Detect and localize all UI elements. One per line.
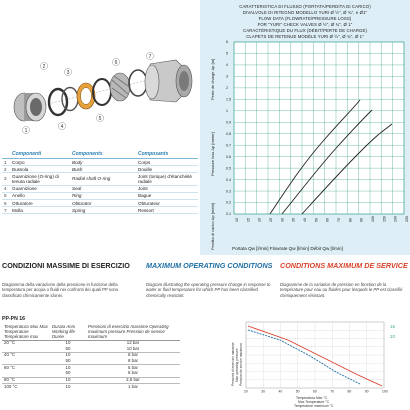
flow-x-label: Portata Qw [l/min] Flowrate Qw [l/min] Débit Qw [l/min] [232, 246, 343, 251]
pt-y-label: Pressioni di esercizio massime [231, 342, 235, 386]
flow-x-tick: 50 [314, 218, 319, 222]
flow-y-tick: 2 [226, 86, 228, 91]
pt-x-tick: 90 [364, 389, 369, 394]
part-body [14, 93, 46, 121]
flow-x-tick: 100 [371, 216, 375, 222]
pt-right-label: 10 [390, 334, 395, 339]
table-row: 4 Guarnizione Seal Joint [2, 185, 198, 192]
flow-y-tick: 0.1 [226, 212, 231, 217]
table-row: 50 10 bar [65, 345, 140, 351]
section-title-fr: CONDITIONS MAXIMUM DE SERVICE [280, 261, 408, 270]
pt-x-tick: 50 [295, 389, 300, 394]
table-row: 5 Anello Ring Bague [2, 192, 198, 199]
pt-y-label: Max operating pressure [235, 348, 239, 382]
flow-title-line: FLOW DATA (FLOWRATE/PRESSURE LOSS) [258, 16, 352, 21]
table-row: 50 8 bar [65, 358, 138, 364]
section-text-it: Diagramma della variazione della pressione in funzione della temperatura per acqua o fluidi nei confronti dei quali PP sono classificati chimicamente idonei. [2, 282, 119, 298]
pp-pn-label: PP-PN 16 [2, 316, 26, 322]
flow-y-tick: 0.7 [226, 143, 231, 148]
flow-y-tick: 0.5 [226, 166, 231, 171]
table-row: 20 °C 10 12 bar [2, 340, 180, 346]
flow-title-line: CARACTÉRISTIQUE DU FLUX (DÉBIT/PERTE DE CHARGE) [243, 28, 367, 33]
flow-y-tick: 0.3 [226, 189, 231, 194]
header-working-life: Durata Anni Working life Durée [50, 323, 86, 340]
section-title-it: CONDIZIONI MASSIME DI ESERCIZIO [2, 261, 130, 270]
flow-y-tick: 3 [226, 74, 228, 79]
part-body-right [145, 60, 192, 102]
svg-text:5: 5 [98, 115, 102, 122]
part-spring [129, 70, 147, 96]
flow-x-tick: 250 [405, 216, 409, 222]
flow-x-tick: 20 [257, 218, 262, 222]
table-row: 1 Corpo Body Corps [2, 159, 198, 166]
table-row: 2 Bussola Bush Douille [2, 166, 198, 173]
pt-x-tick: 30 [261, 389, 266, 394]
components-table [2, 150, 198, 214]
table-row: 7 Molla Spring Ressort [2, 207, 198, 214]
part-ring [93, 79, 111, 105]
flow-x-tick: 15 [246, 218, 251, 222]
flow-y-tick: 1.5 [226, 97, 231, 102]
table-row: 50 5 bar [65, 370, 138, 376]
pt-x-tick: 70 [330, 389, 335, 394]
flow-y-tick: 0.2 [226, 200, 231, 205]
pt-x-tick: 40 [278, 389, 283, 394]
flow-title-line: DIVALVOLE DI RITEGNO MODELLO YURI Ø ½", Ø ¾", e Ø1" [242, 10, 368, 15]
flow-x-tick: 80 [348, 218, 353, 222]
table-row: 6 Otturatore Obturator Obturateur [2, 199, 198, 206]
part-bush [77, 83, 95, 109]
part-seal-ring [49, 89, 67, 115]
pt-x-tick: 20 [244, 389, 248, 394]
flow-y-tick: 5 [226, 51, 228, 56]
pt-y-label: Pression de service maximum [239, 343, 243, 386]
flow-x-tick: 30 [280, 218, 285, 222]
svg-text:3: 3 [66, 69, 70, 76]
flow-data-chart [200, 0, 410, 255]
flow-y-tick: 4 [226, 63, 228, 68]
flow-title-line: FOR "YURI" CHECK VALVES Ø ½", Ø ¾", Ø 1" [257, 22, 353, 27]
pt-x-label: Temperatura Max °C [296, 396, 328, 400]
flow-y-label: Perdita di carico Δp [metri] [210, 203, 215, 250]
pt-x-tick: 100 [382, 389, 388, 394]
flow-x-tick: 35 [291, 218, 296, 222]
pt-right-label: 16 [390, 324, 395, 329]
pt-x-tick: 80 [347, 389, 352, 394]
table-row: 3 Guarnizione (O-ring) di tenuta radiale Radial shaft O-ring Joint (torique) d'étanchéité radiale [2, 173, 198, 185]
header-components: Components [70, 150, 136, 159]
flow-title-line: CARATTERISTICA DI FLUSSO (PORTATA/PERDITA DI CARICO) [239, 4, 371, 9]
header-componenti: Componenti [10, 150, 70, 159]
flow-x-tick: 150 [382, 216, 387, 222]
flow-y-tick: 6 [226, 40, 228, 45]
flow-y-tick: 0.9 [226, 120, 231, 125]
exploded-view-illustration [0, 0, 200, 148]
pressure-temperature-chart [218, 318, 410, 410]
table-row: 100 °C 10 1 bar [2, 384, 180, 390]
flow-y-label: Pressure loss Δp [meter] [210, 132, 215, 176]
flow-title-line: CLAPETS DE RETENUE MODÈLE YURI Ø ½", Ø ¾", Ø 1" [246, 34, 364, 39]
temperature-pressure-table [2, 323, 180, 390]
svg-text:7: 7 [148, 53, 152, 60]
flow-x-tick: 200 [393, 216, 398, 222]
svg-text:2: 2 [42, 63, 46, 70]
svg-text:4: 4 [60, 123, 64, 130]
table-row: 40 °C 10 8 bar [2, 352, 180, 358]
svg-text:1: 1 [24, 127, 28, 134]
flow-y-tick: 0.6 [226, 154, 231, 159]
section-title-en: MAXIMUM OPERATING CONDITIONS [146, 261, 273, 270]
flow-y-tick: 0.8 [226, 131, 231, 136]
pt-x-label: Max Temperature °C [298, 400, 330, 404]
part-obturator [110, 73, 130, 101]
flow-x-tick: 70 [337, 218, 341, 222]
table-row: 80 °C 10 2,5 bar [2, 377, 180, 384]
flow-x-tick: 90 [359, 218, 364, 222]
flow-x-tick: 60 [325, 218, 330, 222]
flow-y-label: Perte de charge Δp [m] [210, 58, 215, 100]
flow-x-tick: 40 [303, 218, 307, 222]
flow-plot-area [234, 42, 404, 214]
pt-x-tick: 60 [313, 389, 317, 394]
table-row: 60 °C 10 5 bar [2, 365, 180, 371]
part-oring [62, 88, 78, 111]
flow-chart-plot [200, 0, 410, 255]
section-text-fr: Diagramme de la variation de pression en fonction de la température pour eau ou fluides pour lesquels le PP est classifié chimiquement résistant. [280, 282, 403, 298]
flow-y-tick: 1 [226, 109, 228, 113]
header-pressure: Pressioni di esercizio massime Operating maximum pressure Pression de service maximum [86, 323, 180, 340]
flow-y-tick: 0.4 [226, 177, 231, 182]
flow-x-tick: 25 [269, 218, 273, 222]
pt-x-label: Température maximum °C [294, 404, 334, 408]
svg-text:6: 6 [114, 59, 118, 66]
section-text-en: Diagram illustrating the operating pressure change in response to water or fluid temperature for which PP has been classified chemically resistant. [146, 282, 271, 298]
header-temperature: Temperatura Max Max Temperature Température max [2, 323, 50, 340]
header-composants: Composants [136, 150, 198, 159]
flow-x-tick: 10 [235, 218, 239, 222]
